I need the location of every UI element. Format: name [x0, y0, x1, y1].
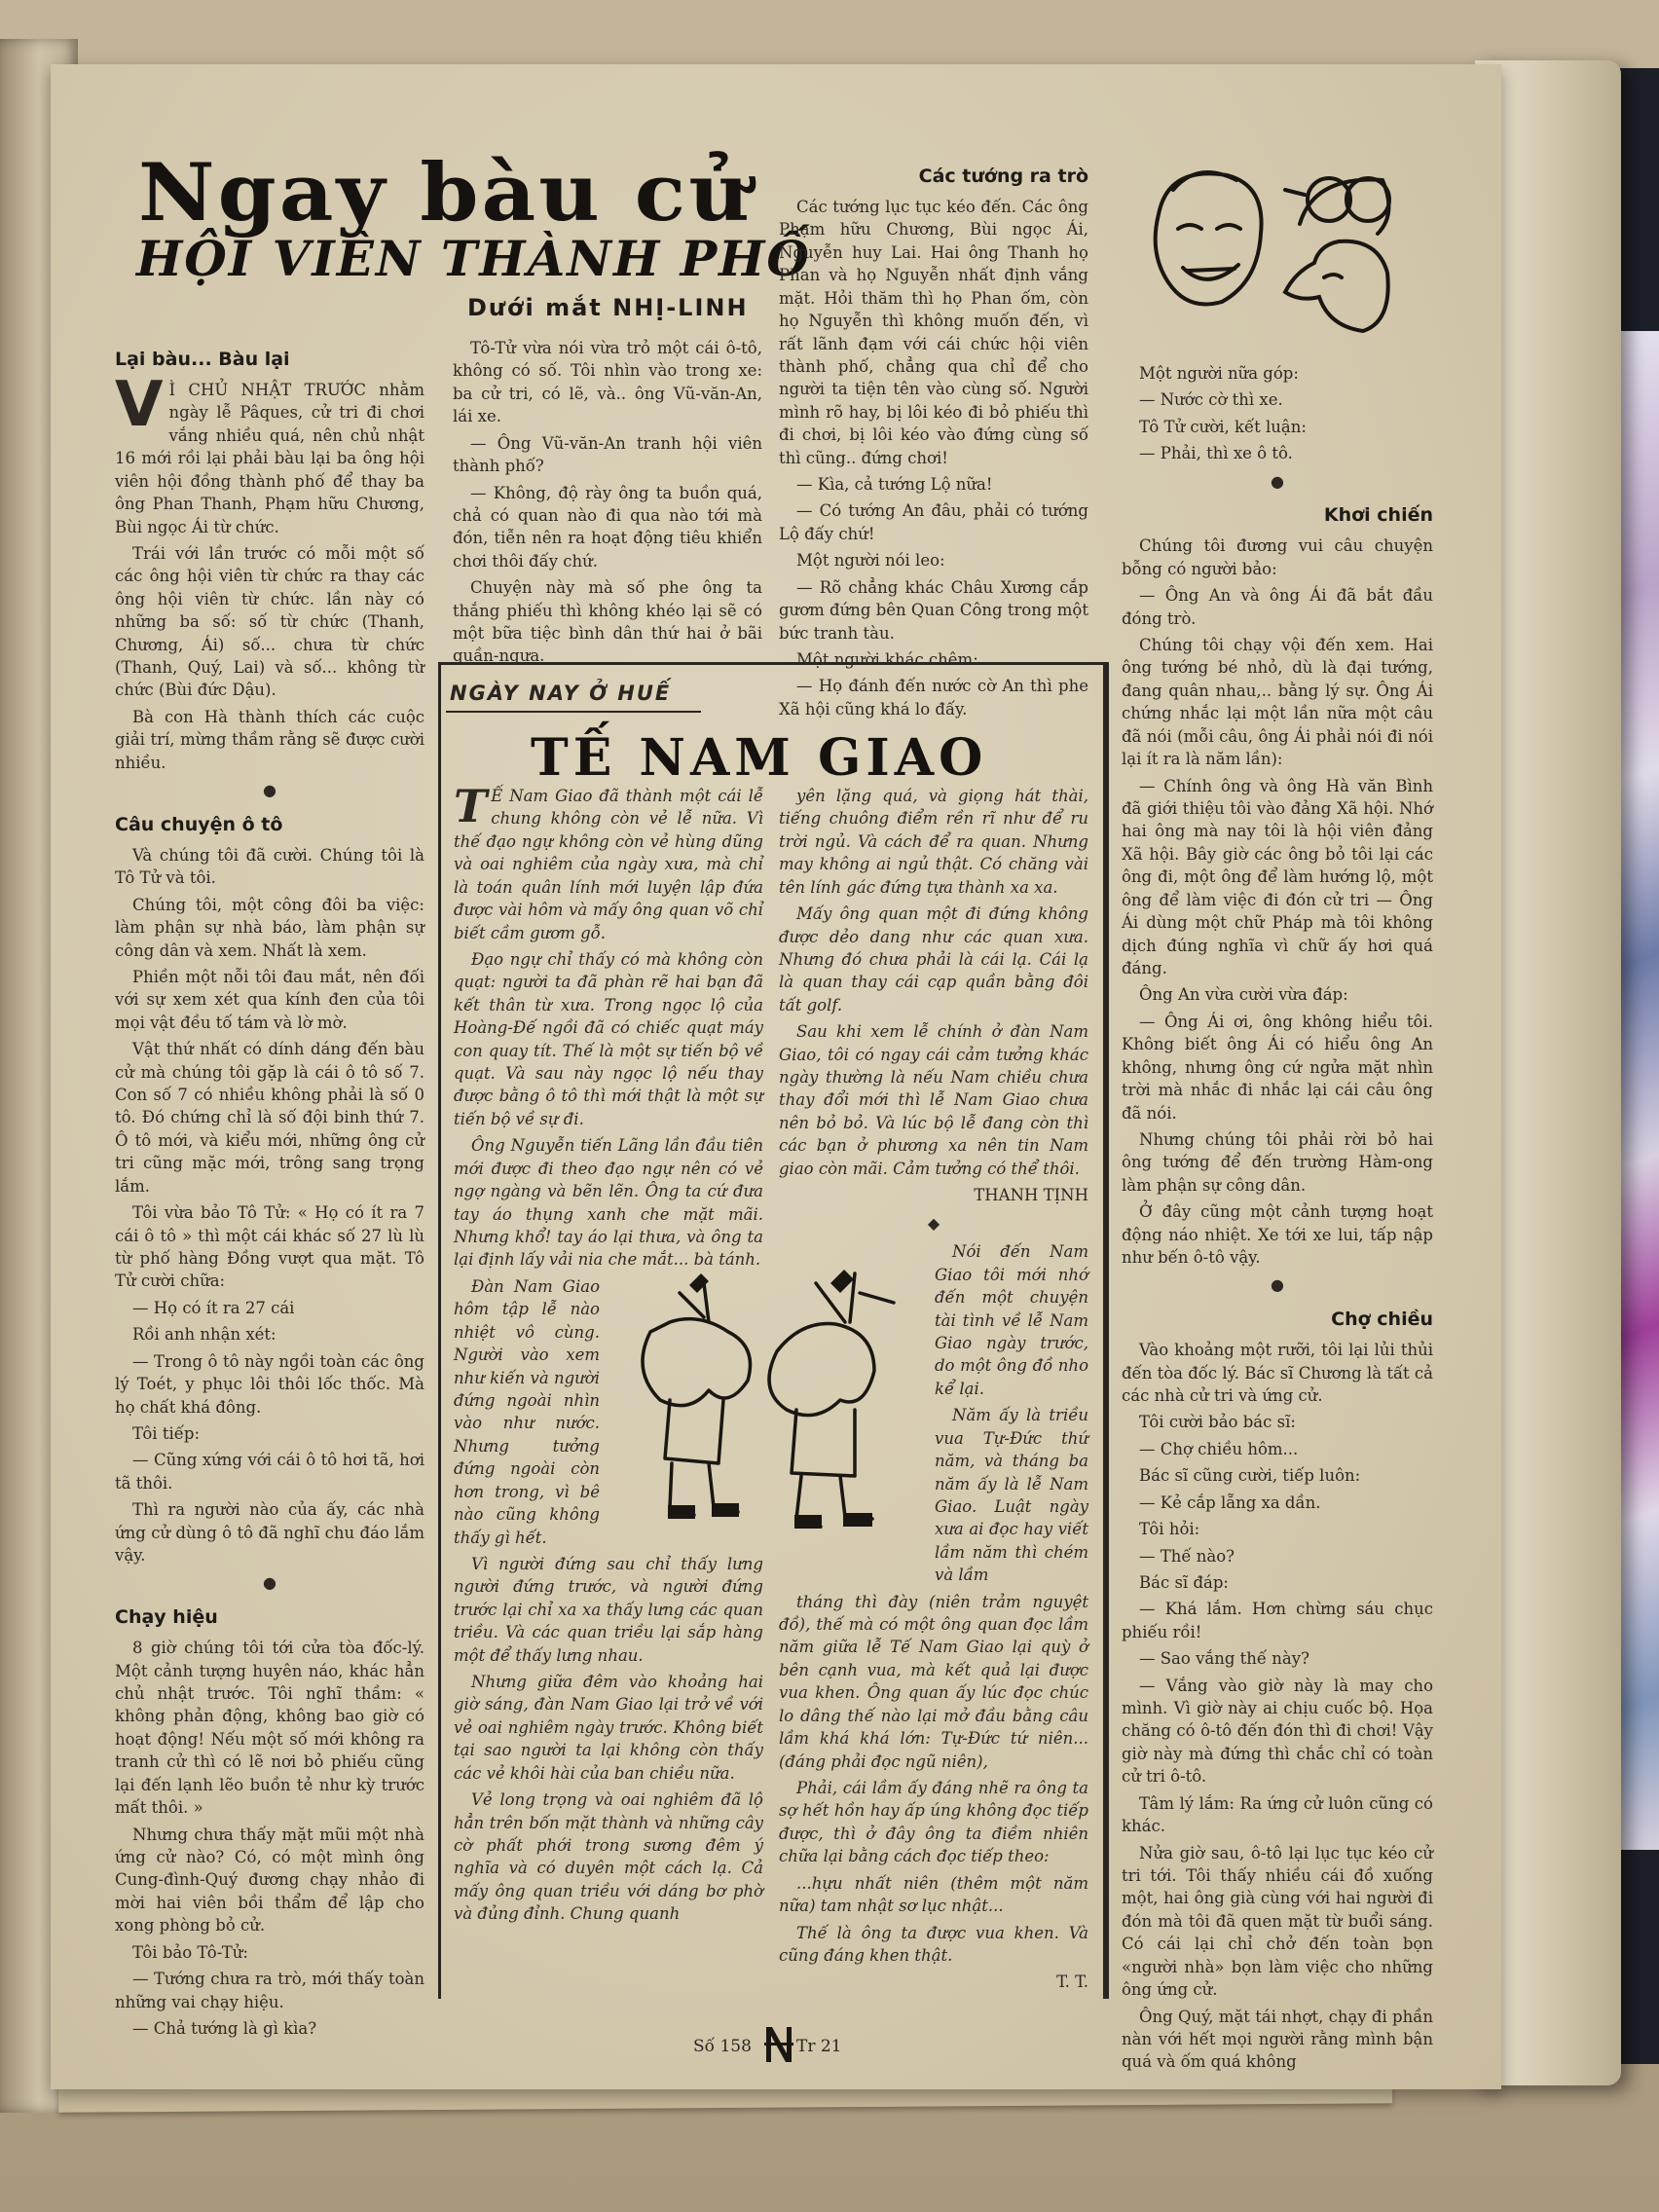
paragraph: Chúng tôi đương vui câu chuyện bỗng có người bảo: — [1122, 536, 1433, 578]
paragraph: Một người nữa góp: — [1139, 364, 1299, 383]
paragraph: Ông Quý, mặt tái nhợt, chạy đi phần nàn với hết mọi người rằng mình bận quá và ốm quá không — [1122, 2007, 1433, 2072]
column-3 — [779, 154, 1088, 724]
paragraph: — Kìa, cả tướng Lộ nữa! — [796, 475, 993, 495]
narrow-wrap — [454, 1275, 600, 1549]
wrap-right — [935, 1240, 1088, 1586]
paragraph: Năm ấy là triều vua Tự-Đức thứ năm, và tháng ba năm ấy là lễ Nam Giao. Luật ngày xưa ai đọc hay viết lầm năm thì chém và lầm — [935, 1406, 1088, 1585]
paragraph: — Cũng xứng với cái ô tô hơi tã, hơi tã thôi. — [115, 1451, 424, 1493]
paragraph: Trái với lần trước có mỗi một số các ông hội viên từ chức ra thay các ông hội viên từ chức. lần này có những ba số: số từ chức (Thanh, Chương, Ái) số... chưa từ chức (Thanh, Quý, Lai) và số... không từ chức (Bùi đức Dậu). — [115, 543, 424, 700]
paragraph: Nửa giờ sau, ô-tô lại lục tục kéo cử tri tới. Tôi thấy nhiều cái đồ xuống một, hai ông già cùng với hai người đi đón mà tôi đã quen mặt từ buổi sáng. Có cái lại chỉ chở đến toàn bọn «người nhà» bọn làm việc cho những ông ứng cử. — [1122, 1843, 1433, 2000]
nn-logo-icon — [764, 2023, 793, 2066]
paragraph: Thế là ông ta được vua khen. Và cũng đáng khen thật. — [779, 1923, 1088, 1965]
paragraph: — Phải, thì xe ô tô. — [1139, 444, 1293, 463]
paragraph: — Chợ chiều hôm... — [1139, 1439, 1299, 1458]
paragraph: — Kẻ cắp lẵng xa dần. — [1139, 1493, 1321, 1512]
paragraph: Sau khi xem lễ chính ở đàn Nam Giao, tôi có ngay cái cảm tưởng khác ngày thường là nếu Nam chiều chưa thay đổi mới thì lễ Nam Giao chưa nên bỏ bỏ. Và lúc bộ lễ đang còn thì các bạn ở phương xa nên tin Nam giao còn mãi. Cảm tưởng có thể thôi. — [779, 1022, 1088, 1178]
paragraph: — Rõ chẳng khác Châu Xương cắp gươm đứng bên Quan Công trong một bức tranh tàu. — [779, 577, 1088, 643]
paragraph: Và chúng tôi đã cười. Chúng tôi là Tô Tử và tôi. — [115, 845, 424, 888]
paragraph: — Chả tướng là gì kìa? — [132, 2018, 317, 2038]
headline: Ngay bàu cử — [138, 146, 753, 240]
paragraph: Bác sĩ đáp: — [1139, 1572, 1229, 1592]
paragraph: — Chính ông và ông Hà văn Bình đã giới thiệu tôi vào đảng Xã hội. Nhớ hai ông mà nay tôi là hội viên đảng Xã hội. Bây giờ các ông bỏ tôi lại các ông đi, một ông để làm hướng lộ, một ông để làm việc đi đón cử tri — Ông Ái dùng một chữ Pháp mà tôi không dịch đúng nghĩa vì chữ ấy hơi quá đáng. — [1122, 776, 1433, 977]
paragraph: Rồi anh nhận xét: — [132, 1325, 276, 1345]
signature: THANH TỊNH — [974, 1186, 1088, 1205]
paragraph: — Khá lắm. Hơn chừng sáu chục phiếu rồi! — [1122, 1600, 1433, 1641]
paragraph: 8 giờ chúng tôi tới cửa tòa đốc-lý. Một cảnh tượng huyên náo, khác hẳn chủ nhật trước. Tôi nghĩ thầm: « không phản động, không bao giờ có hoạt động! Nếu một số mới không ra tranh cử thì có lẽ nơi bỏ phiếu cũng lại đến lạnh lẽo buồn tẻ như kỳ trước mất thôi. » — [115, 1639, 424, 1818]
issue-number: Số 158 — [693, 2037, 752, 2056]
dropcap: V — [115, 368, 164, 441]
paragraph: Tôi vừa bảo Tô Tử: « Họ có ít ra 7 cái ô tô » thì một cái khác số 27 lù lù từ phố hàng Đồng vượt qua mặt. Tô Tử cười chữa: — [115, 1203, 424, 1291]
paragraph: ...hựu nhất niên (thêm một năm nữa) tam nhật sơ lục nhật... — [779, 1873, 1088, 1916]
paragraph: Nhưng chưa thấy mặt mũi một nhà ứng cử nào? Có, có một mình ông Cung-đình-Quý đương chạy nhảo đi mời hai viên bồi thẩm để lập cho xong phòng bỏ cử. — [115, 1825, 424, 1936]
paragraph: Một người khác chêm: — [796, 649, 978, 669]
section-title: Các tướng ra trò — [918, 166, 1088, 187]
column-4 — [1122, 362, 1433, 2078]
paragraph: Một người nói leo: — [796, 551, 945, 571]
paragraph: — Tướng chưa ra trò, mới thấy toàn những vai chạy hiệu. — [115, 1970, 424, 2011]
paragraph: Chúng tôi chạy vội đến xem. Hai ông tướng bé nhỏ, dù là đại tướng, đang quân nhau,.. bằng lý sự. Ông Ái chứng nhắc lại một lần nữa một câu đã nói (mỗi câu, ông Ái phải nói đi nói lại ít ra là năm lần): — [1122, 636, 1433, 769]
paragraph: — Ông Ái ơi, ông không hiểu tôi. Không biết ông Ái có hiểu ông An không, nhưng ông cứ ngửa mặt nhìn trời mà nhắc đi nhắc lại cái câu ông đã nói. — [1122, 1012, 1433, 1123]
paragraph: — Thế nào? — [1139, 1546, 1235, 1566]
paragraph: — Sao vắng thế này? — [1139, 1649, 1309, 1669]
paragraph: Vào khoảng một rưỡi, tôi lại lủi thủi đến tòa đốc lý. Bác sĩ Chương là tất cả các nhà cử tri và ứng cử. — [1122, 1341, 1434, 1405]
section-title: Khơi chiến — [1323, 504, 1433, 527]
section-title: Lại bàu... Bàu lại — [115, 349, 290, 370]
paragraph: Bác sĩ cũng cười, tiếp luôn: — [1139, 1466, 1361, 1486]
paragraph: Thì ra người nào của ấy, các nhà ứng cử dùng ô tô đã nghĩ chu đáo lắm vậy. — [115, 1500, 424, 1566]
paragraph: Tâm lý lắm: Ra ứng cử luôn cũng có khác. — [1122, 1793, 1433, 1836]
section-title: Chợ chiều — [1331, 1309, 1433, 1331]
paragraph: Các tướng lục tục kéo đến. Các ông Phạm hữu Chương, Bùi ngọc Ái, Nguyễn huy Lai. Hai ông Thanh họ Phan và họ Nguyễn nhất định vắng mặt. Hỏi thăm thì họ Phan ốm, còn họ Nguyễn thì không muốn đến, vì rất lãnh đạm với cái chức hội viên thành phố, chẳng qua chỉ để cho người ta tiện tên vào cùng số. Người mình rõ hay, bị lôi kéo đi bỏ phiếu thì đi chơi, bị lôi kéo vào đứng cùng số thì cũng.. đứng chơi! — [779, 197, 1088, 467]
section-title: Câu chuyện ô tô — [115, 813, 283, 835]
paragraph: Tô-Tử vừa nói vừa trỏ một cái ô-tô, không có số. Tôi nhìn vào trong xe: ba cử tri, có lẽ, và.. ông Vũ-văn-An, lái xe. — [453, 339, 762, 426]
paragraph: Vẻ long trọng và oai nghiêm đã lộ hẳn trên bốn mặt thành và những cây cờ phất phới trong sương đêm ý nghĩa và có duyên một cách lạ. Cả mấy ông quan triều với dáng bơ phờ và đủng đỉnh. Chung quanh — [454, 1790, 763, 1924]
paragraph: Nhưng giữa đêm vào khoảng hai giờ sáng, đàn Nam Giao lại trở về với vẻ oai nghiêm ngày trước. Không biết tại sao người ta lại không còn thấy các vẻ khôi hài của ban chiều nữa. — [454, 1673, 763, 1783]
paragraph: Tôi bảo Tô-Tử: — [132, 1942, 248, 1962]
paragraph: Ế Nam Giao đã thành một cái lễ chung không còn vẻ lễ nữa. Vì thế đạo ngự không còn vẻ hùng dũng và oai nghiêm của ngày xưa, mà chỉ là toán quân lính mới luyện lập đứa được vài hôm và mấy ông quan võ chỉ biết cầm gươm gỗ. — [454, 787, 763, 942]
subheadline: HỘI VIÊN THÀNH PHỐ — [136, 230, 811, 287]
feature-title: TẾ NAM GIAO — [531, 728, 988, 788]
section-bullet: ● — [1271, 471, 1284, 491]
paragraph: — Ông Vũ-văn-An tranh hội viên thành phố? — [453, 433, 762, 476]
byline: Dưới mắt NHỊ-LINH — [467, 294, 749, 321]
section-bullet: ● — [263, 1573, 276, 1593]
dancing-mandarins-illustration — [611, 1264, 933, 1546]
section-title: Chạy hiệu — [115, 1606, 218, 1629]
paragraph: Ông Nguyễn tiến Lãng lần đầu tiên mới được đi theo đạo ngự nên có vẻ ngợ ngàng và bẽn lẽn. Ông ta cứ đưa tay áo thụng xanh che mặt mãi. Nhưng khổ! tay áo lại thưa, và ông ta lại định lấy vải nia che mắt... bà tánh. — [454, 1136, 763, 1270]
paragraph: — Nước cờ thì xe. — [1139, 390, 1283, 410]
paragraph: Đạo ngự chỉ thấy có mà không còn quạt: người ta đã phàn rẽ hai bạn đã kết thân từ xưa. Trong ngọc lộ của Hoàng-Đế ngồi đã có chiếc quạt máy con quay tít. Thế là một sự tiến bộ về quạt. Và sau này ngọc lộ nếu thay được bằng ô tô thì mới thật là một sự tiến bộ về sự đi. — [454, 949, 763, 1128]
paragraph: yên lặng quá, và giọng hát thài, tiếng chuông điểm rền rĩ như để ru trời ngủ. Và cách để ra quan. Nhưng may không ai ngủ thật. Có chăng vài tên lính gác đứng tựa thành xa xa. — [779, 787, 1088, 897]
paragraph: Ông An vừa cười vừa đáp: — [1139, 985, 1348, 1005]
paragraph: — Họ có ít ra 27 cái — [132, 1298, 295, 1317]
paragraph: Phải, cái lầm ấy đáng nhẽ ra ông ta sợ hết hồn hay ấp úng không đọc tiếp được, thì ở đây ông ta điềm nhiên chữa lại bằng cách đọc tiếp theo: — [779, 1779, 1088, 1866]
signature: T. T. — [1056, 1972, 1088, 1992]
column-1 — [115, 337, 424, 2044]
section-bullet: ◆ — [927, 1213, 940, 1233]
paragraph: Đàn Nam Giao hôm tập lễ nào nhiệt vô cùng. Người vào xem như kiến và người đứng ngoài nhìn vào như nước. Nhưng tưởng đứng ngoài còn hơn trong, vì bê nào cũng không thấy gì hết. — [454, 1276, 600, 1547]
paragraph: Ở đây cũng một cảnh tượng hoạt động náo nhiệt. Xe tới xe lui, tấp nập như bến ô-tô vậy. — [1122, 1202, 1433, 1268]
paragraph: — Trong ô tô này ngồi toàn các ông lý Toét, y phục lôi thôi lốc thốc. Mà họ chất khá đông. — [115, 1351, 424, 1417]
kicker-rule — [446, 711, 701, 713]
paragraph: Tôi tiếp: — [132, 1423, 201, 1443]
paragraph: Tô Tử cười, kết luận: — [1139, 417, 1307, 436]
paragraph: Tôi cười bảo bác sĩ: — [1139, 1413, 1296, 1432]
paragraph: Nói đến Nam Giao tôi mới nhớ đến một chuyện tài tình về lễ Nam Giao ngày trước, do một ông đồ nho kể lại. — [935, 1242, 1088, 1398]
page-number: Tr 21 — [796, 2037, 842, 2056]
paragraph: — Vắng vào giờ này là may cho mình. Vì giờ này ai chịu cuốc bộ. Họa chăng có ô-tô đến đón thì đi chơi! Vậy giờ này mà đứng thì chắc chỉ có toàn cử tri ô-tô. — [1122, 1676, 1433, 1787]
paragraph: Bà con Hà thành thích các cuộc giải trí, mừng thầm rằng sẽ được cười nhiều. — [115, 707, 424, 772]
paragraph: Mấy ông quan một đi đứng không được dẻo dang như các quan xưa. Nhưng đó chưa phải là cái lạ. Cái lạ là quan thay cái cạp quần bằng đôi tất golf. — [779, 904, 1088, 1014]
caricature-heads-icon — [1129, 156, 1402, 360]
paragraph: Ì CHỦ NHẬT TRƯỚC nhằm ngày lễ Pâques, cử tri đi chơi vắng nhiều quá, nên chủ nhật 16 mới rồi lại phải bàu lại ba ông hội viên hội đồng thành phố để thay ba ông Phan Thanh, Phạm hữu Chương, Bùi ngọc Ái từ chức. — [115, 380, 424, 536]
paragraph: Vì người đứng sau chỉ thấy lưng người đứng trước, và người đứng trước lại chỉ xa xa thấy lưng các quan triều. Và các quan triều lại sắp hàng một để thấy lưng nhau. — [454, 1554, 763, 1665]
section-bullet: ● — [1271, 1275, 1284, 1295]
paragraph: — Có tướng An đâu, phải có tướng Lộ đấy chứ! — [779, 501, 1088, 543]
paragraph: — Họ đánh đến nước cờ An thì phe Xã hội cũng khá lo đấy. — [779, 677, 1088, 719]
paragraph: Chuyện này mà số phe ông ta thắng phiếu thì không khéo lại sẽ có một bữa tiệc bình dân thứ hai ở bãi quần-ngựa. — [453, 578, 762, 666]
column-2 — [453, 337, 762, 672]
paragraph: Tôi hỏi: — [1139, 1520, 1200, 1539]
paragraph: Chúng tôi, một công đôi ba việc: làm phận sự nhà báo, làm phận sự công dân và xem. Nhất là xem. — [115, 895, 424, 960]
paragraph: Phiền một nỗi tôi đau mắt, nên đối với sự xem xét qua kính đen của tôi mọi vật đều tố tám và lờ mờ. — [115, 967, 424, 1032]
paragraph: — Không, độ rày ông ta buồn quá, chả có quan nào đi qua nào tới mà đón, tiễn nên ra hoạt động tiêu khiển chơi thôi đấy chứ. — [453, 483, 762, 571]
dropcap: T — [454, 780, 488, 832]
feature-kicker: NGÀY NAY Ở HUẾ — [450, 682, 672, 705]
paragraph: Vật thứ nhất có dính dáng đến bàu cử mà chúng tôi gặp là cái ô tô số 7. Con số 7 có nhiều không phải là số 0 tô. Đó chứng chỉ là số đội binh thứ 7. Ô tô mới, và kiểu mới, những ông cử tri cũng mặc mới, trông sang trọng lắm. — [115, 1040, 424, 1196]
paragraph: — Ông An và ông Ái đã bắt đầu đóng trò. — [1122, 586, 1433, 628]
section-bullet: ● — [263, 781, 276, 800]
paragraph: tháng thì đày (niên trảm nguyệt đồ), thế mà có một ông quan đọc lầm năm giữa lễ Tế Nam Giao lại quỳ ở bên cạnh vua, mà kết quả lại được vua khen. Ông quan ấy lúc đọc chúc lo dâng thế nào lại mở đầu bằng câu lầm khá khá lớn: Tự-Đức tứ niên... (đáng phải đọc ngũ niên), — [779, 1592, 1088, 1771]
paragraph: Nhưng chúng tôi phải rời bỏ hai ông tướng để đến trường Hàm-ong làm phận sự công dân. — [1122, 1129, 1433, 1195]
